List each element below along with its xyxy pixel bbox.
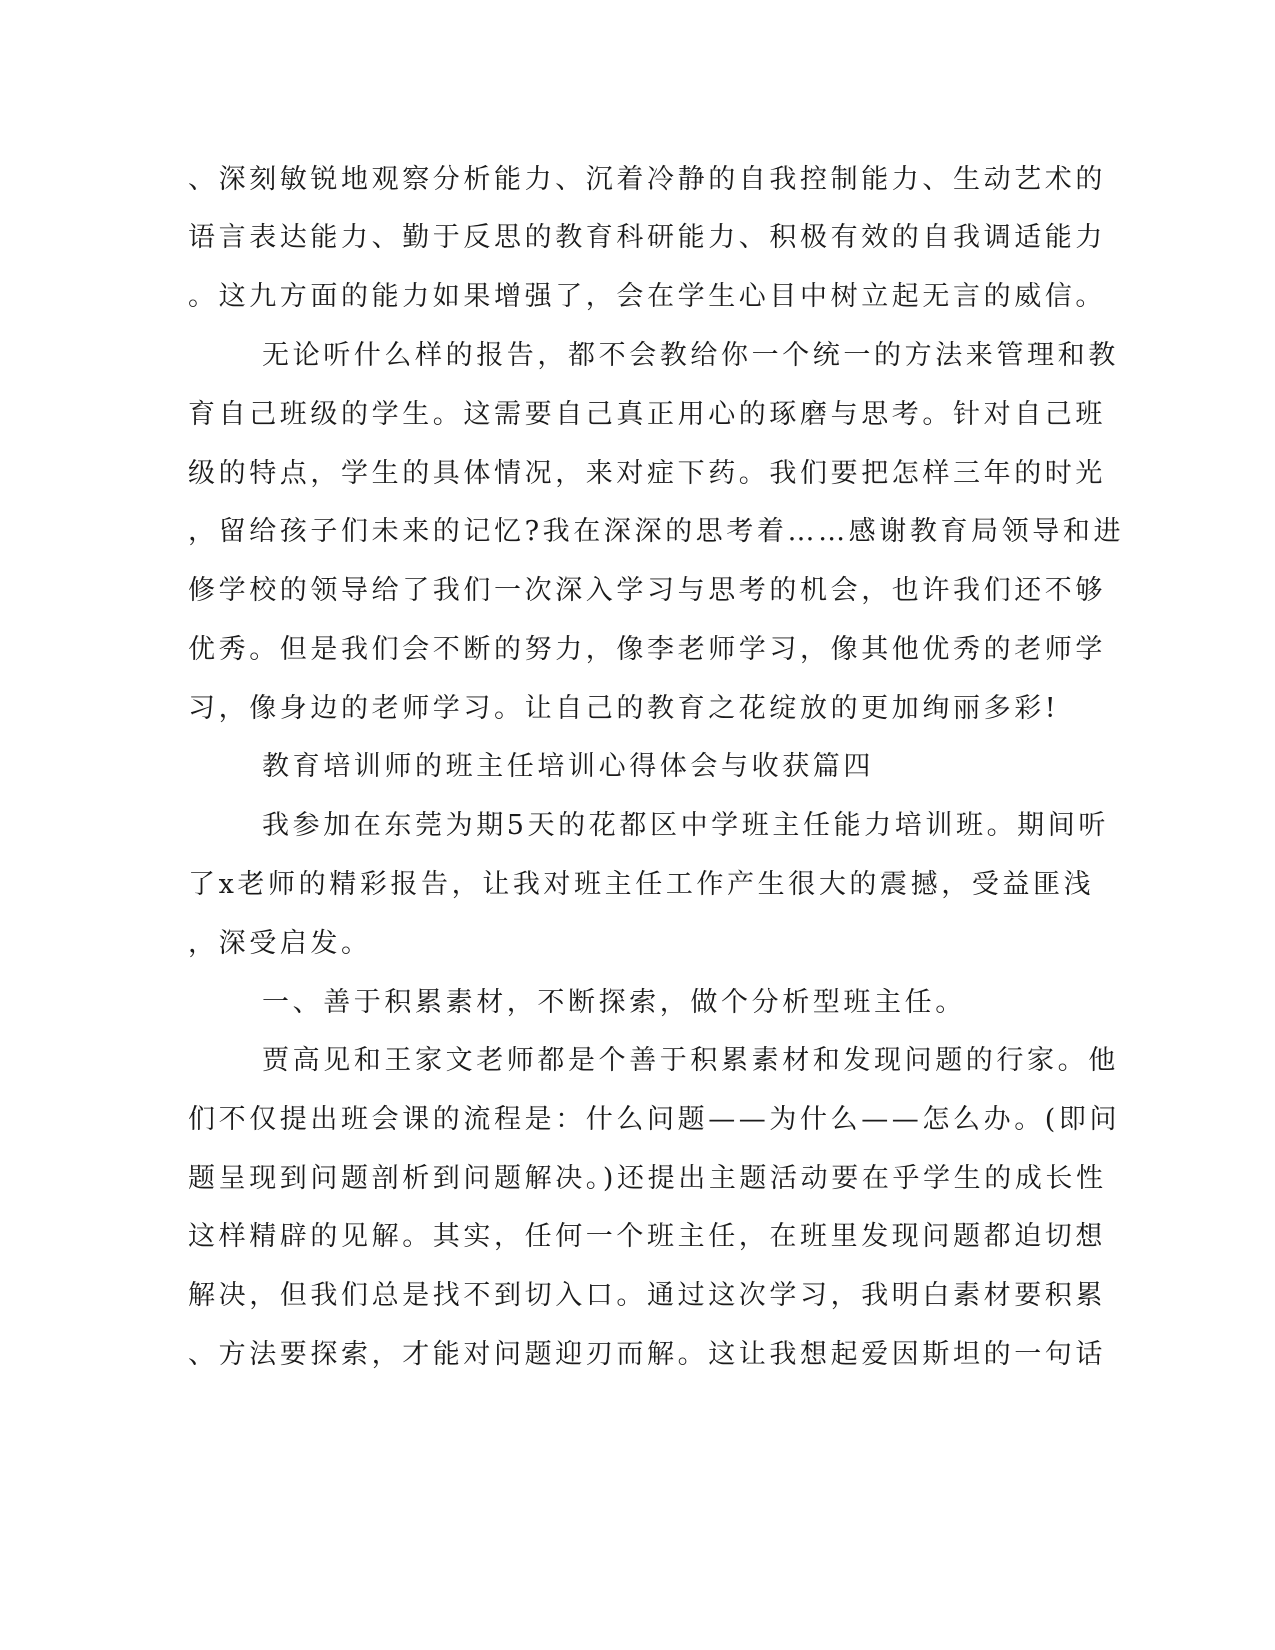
text-line: 。这九方面的能力如果增强了，会在学生心目中树立起无言的威信。 <box>188 281 1106 312</box>
text-line: 了x老师的精彩报告，让我对班主任工作产生很大的震撼，受益匪浅 <box>188 869 1095 900</box>
text-line: 、深刻敏锐地观察分析能力、沉着冷静的自我控制能力、生动艺术的 <box>188 164 1106 195</box>
text-line: 这样精辟的见解。其实，任何一个班主任，在班里发现问题都迫切想 <box>188 1221 1106 1252</box>
text-line: 习，像身边的老师学习。让自己的教育之花绽放的更加绚丽多彩! <box>188 693 1060 724</box>
text-line: 贾高见和王家文老师都是个善于积累素材和发现问题的行家。他 <box>262 1045 1119 1076</box>
text-line: 级的特点，学生的具体情况，来对症下药。我们要把怎样三年的时光 <box>188 458 1106 489</box>
text-line: 我参加在东莞为期5天的花都区中学班主任能力培训班。期间听 <box>262 810 1109 841</box>
text-line: ，深受启发。 <box>188 928 372 959</box>
text-line: 修学校的领导给了我们一次深入学习与思考的机会，也许我们还不够 <box>188 575 1106 606</box>
text-line: ，留给孩子们未来的记忆?我在深深的思考着……感谢教育局领导和进 <box>188 516 1125 547</box>
text-line: 一、善于积累素材，不断探索，做个分析型班主任。 <box>262 987 966 1018</box>
section-heading: 教育培训师的班主任培训心得体会与收获篇四 <box>262 751 874 782</box>
text-line: 优秀。但是我们会不断的努力，像李老师学习，像其他优秀的老师学 <box>188 634 1106 665</box>
text-line: 育自己班级的学生。这需要自己真正用心的琢磨与思考。针对自己班 <box>188 399 1106 430</box>
text-line: 们不仅提出班会课的流程是：什么问题——为什么——怎么办。(即问 <box>188 1104 1121 1135</box>
text-line: 、方法要探索，才能对问题迎刃而解。这让我想起爱因斯坦的一句话 <box>188 1339 1106 1370</box>
text-line: 无论听什么样的报告，都不会教给你一个统一的方法来管理和教 <box>262 340 1119 371</box>
text-line: 解决，但我们总是找不到切入口。通过这次学习，我明白素材要积累 <box>188 1280 1106 1311</box>
text-line: 题呈现到问题剖析到问题解决。)还提出主题活动要在乎学生的成长性 <box>188 1163 1107 1194</box>
text-line: 语言表达能力、勤于反思的教育科研能力、积极有效的自我调适能力 <box>188 222 1106 253</box>
